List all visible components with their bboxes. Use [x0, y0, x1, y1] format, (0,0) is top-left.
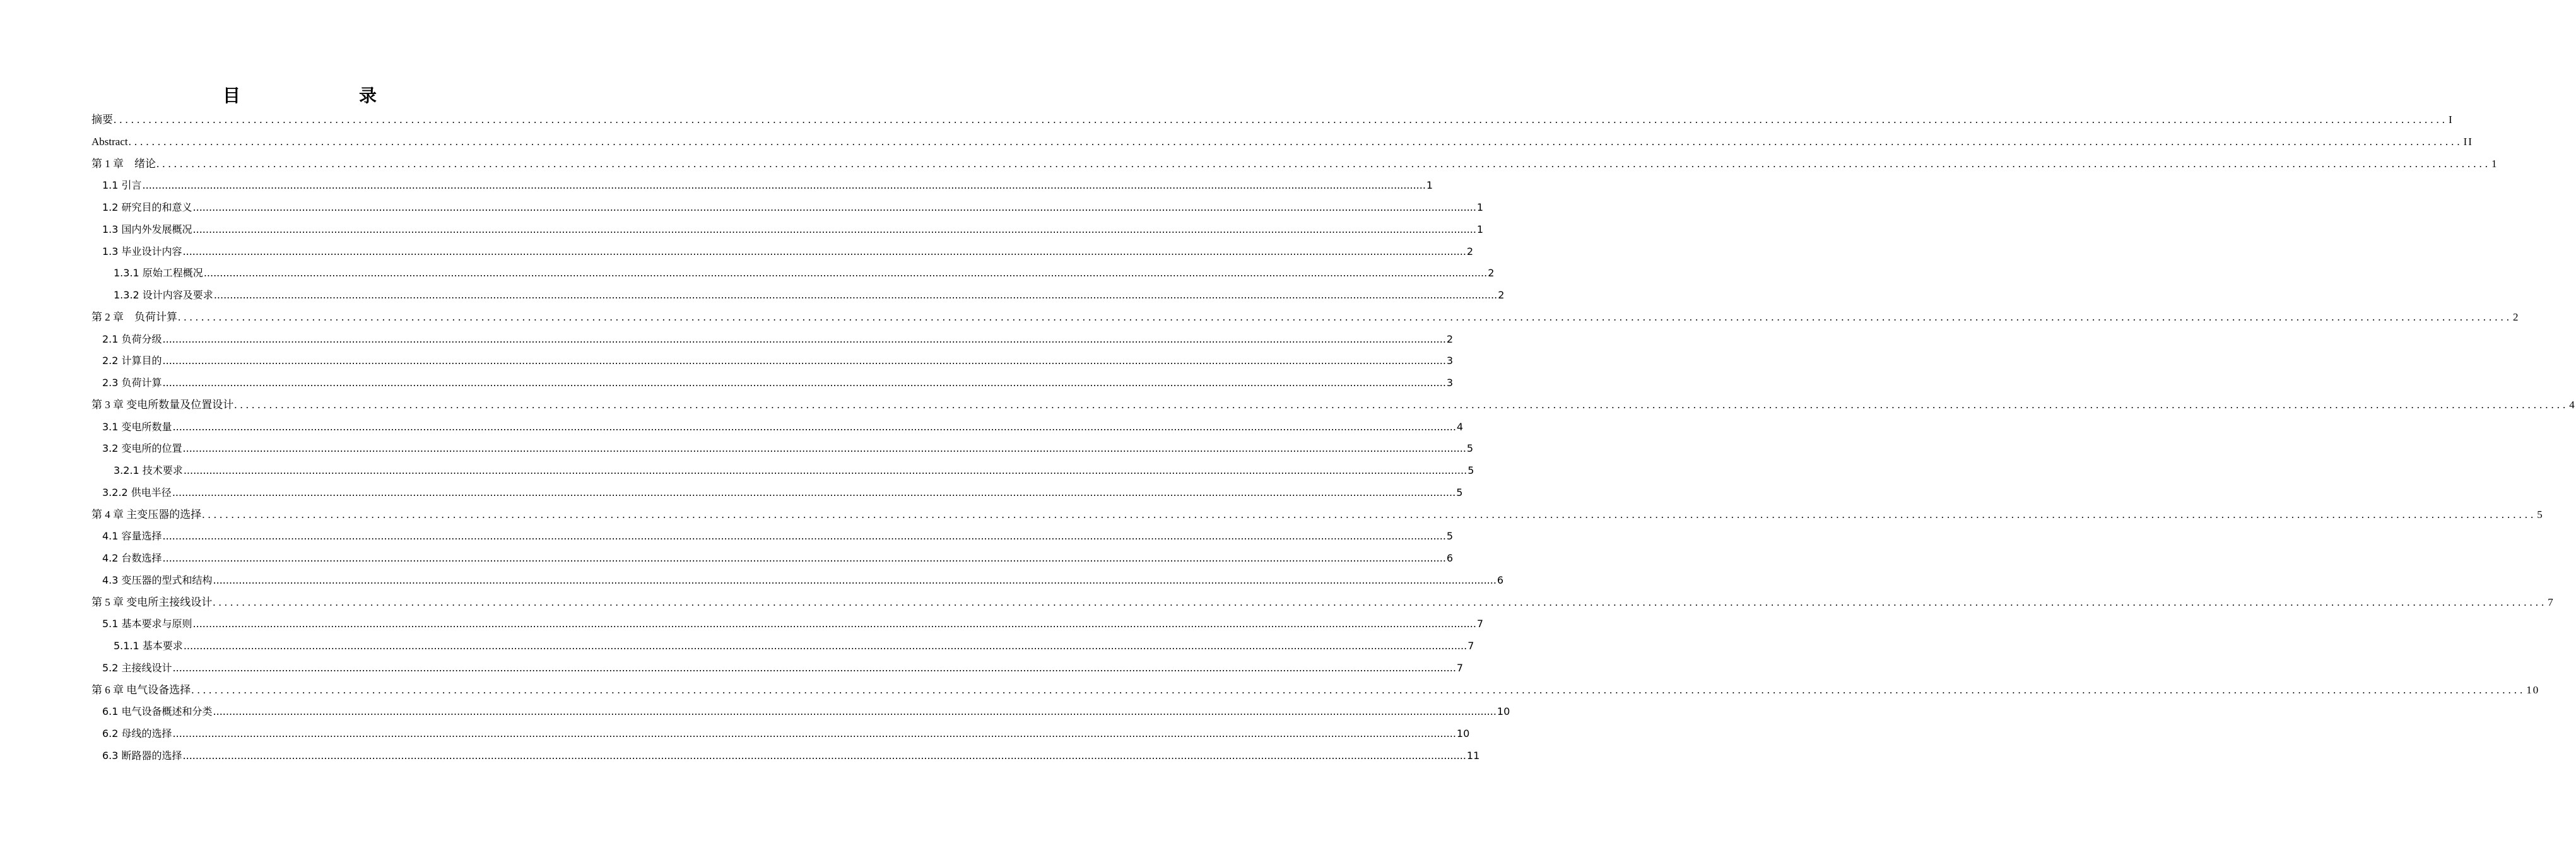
toc-entry-title: 5.2 主接线设计	[102, 661, 172, 674]
toc-entry-title: 1.3 毕业设计内容	[102, 245, 182, 257]
toc-entry-title: 3.2.1 技术要求	[114, 464, 183, 476]
toc-entry-title: 1.1 引言	[102, 179, 142, 192]
toc-leader-dots: ................................................................................................................................................................................................................................................................................................................................................................................................................	[182, 749, 1466, 762]
toc-page-number: 6	[1497, 574, 1504, 586]
toc-entry[interactable]	[91, 460, 1474, 482]
toc-entry[interactable]	[91, 372, 1454, 394]
toc-entry[interactable]	[91, 482, 1463, 504]
toc-entry[interactable]	[91, 680, 2540, 702]
toc-entry-title: 第 2 章 负荷计算	[91, 310, 177, 323]
toc-entry[interactable]	[91, 241, 1474, 263]
toc-entry-title: 1.2 研究目的和意义	[102, 201, 192, 213]
toc-leader-dots: ................................................................................................................................................................................................................................................................................................................................................................................................................	[213, 574, 1497, 586]
toc-title: 目 录	[222, 85, 404, 106]
toc-entry-title: 4.1 容量选择	[102, 530, 162, 543]
toc-page-number: 5	[1467, 464, 1474, 476]
toc-page-number: 5	[1456, 486, 1463, 498]
toc-entry[interactable]	[91, 526, 1454, 548]
toc-entry[interactable]	[91, 262, 1495, 285]
toc-entry-title: 第 5 章 变电所主接线设计	[91, 596, 213, 608]
toc-entry[interactable]	[91, 635, 1474, 657]
toc-entry-title: 1.3.2 设计内容及要求	[114, 289, 213, 301]
toc-page-number: 10	[1497, 705, 1510, 718]
toc-entry[interactable]	[91, 394, 2576, 416]
toc-page-number: 6	[1446, 552, 1454, 564]
toc-entry[interactable]	[91, 175, 1433, 197]
toc-entry[interactable]	[91, 548, 1454, 570]
toc-entry-title: 摘要	[91, 114, 113, 126]
toc-entry[interactable]	[91, 307, 2520, 329]
toc-entry[interactable]	[91, 350, 1454, 372]
toc-entry[interactable]	[91, 504, 2544, 526]
toc-entry-title: 3.2 变电所的位置	[102, 442, 182, 455]
toc-page-number: 7	[1456, 661, 1464, 674]
toc-entry-title: 3.1 变电所数量	[102, 420, 172, 433]
toc-leader-dots: ................................................................................................................................................................................................................................................................................................................................................................................................................	[213, 289, 1498, 301]
toc-page-number: 7	[2548, 596, 2555, 608]
toc-entry[interactable]	[91, 723, 1470, 745]
toc-page-number: 1	[2491, 157, 2498, 170]
toc-entry[interactable]	[91, 329, 1454, 351]
toc-leader-dots: ................................................................................................................................................................................................................................................................................................................................................................................................................	[172, 486, 1456, 498]
toc-entry-title: 第 4 章 主变压器的选择	[91, 508, 202, 521]
toc-entry[interactable]	[91, 701, 1510, 723]
toc-page-number: 2	[1488, 267, 1495, 280]
toc-page-number: 1	[1476, 201, 1484, 213]
toc-entry[interactable]	[91, 592, 2555, 614]
toc-page-number: 2	[1498, 289, 1505, 301]
toc-leader-dots: ................................................................................................................................................................................................................................................................................................................................................................................................................	[162, 355, 1446, 367]
toc-page-number: 5	[2537, 508, 2544, 521]
toc-entry-title: 5.1 基本要求与原则	[102, 618, 192, 630]
toc-page-number: 3	[1446, 355, 1454, 367]
toc-entry-title: 4.3 变压器的型式和结构	[102, 574, 213, 586]
toc-leader-dots: ................................................................................................................................................................................................................................................................................................................................................................................................................	[178, 310, 2512, 323]
toc-page-number: 10	[2526, 683, 2540, 696]
toc-entry-title: 2.2 计算目的	[102, 355, 162, 367]
toc-leader-dots: ................................................................................................................................................................................................................................................................................................................................................................................................................	[213, 705, 1497, 718]
toc-leader-dots: ................................................................................................................................................................................................................................................................................................................................................................................................................	[203, 267, 1488, 280]
toc-leader-dots: ................................................................................................................................................................................................................................................................................................................................................................................................................	[192, 201, 1476, 213]
toc-page-number: 2	[1446, 333, 1454, 345]
toc-leader-dots: ................................................................................................................................................................................................................................................................................................................................................................................................................	[142, 179, 1426, 192]
toc-leader-dots: ................................................................................................................................................................................................................................................................................................................................................................................................................	[192, 223, 1476, 235]
toc-leader-dots: ................................................................................................................................................................................................................................................................................................................................................................................................................	[128, 135, 2463, 148]
toc-entry-title: 2.1 负荷分级	[102, 333, 162, 345]
toc-entry[interactable]	[91, 153, 2498, 175]
toc-entry[interactable]	[91, 197, 1484, 219]
toc-entry[interactable]	[91, 438, 1474, 460]
toc-page-number: 4	[2569, 398, 2576, 411]
toc-leader-dots: ................................................................................................................................................................................................................................................................................................................................................................................................................	[162, 552, 1446, 564]
toc-entry-title: 5.1.1 基本要求	[114, 640, 183, 652]
toc-leader-dots: ................................................................................................................................................................................................................................................................................................................................................................................................................	[156, 157, 2491, 170]
toc-page-number: 7	[1476, 618, 1484, 630]
toc-page-number: 7	[1467, 640, 1474, 652]
toc-leader-dots: ................................................................................................................................................................................................................................................................................................................................................................................................................	[183, 640, 1467, 652]
toc-entry-title: 1.3 国内外发展概况	[102, 223, 192, 235]
toc-entry[interactable]	[91, 613, 1484, 635]
toc-entry-title: 第 3 章 变电所数量及位置设计	[91, 398, 234, 411]
toc-page-number: I	[2449, 114, 2454, 126]
toc-page-number: 11	[1466, 749, 1480, 762]
toc-entry[interactable]	[91, 416, 1464, 439]
toc-entry[interactable]	[91, 570, 1504, 592]
toc-page-number: 1	[1476, 223, 1484, 235]
toc-leader-dots: ................................................................................................................................................................................................................................................................................................................................................................................................................	[182, 442, 1466, 455]
toc-entry[interactable]	[91, 285, 1505, 307]
toc-entry-title: 6.3 断路器的选择	[102, 749, 182, 762]
toc-leader-dots: ................................................................................................................................................................................................................................................................................................................................................................................................................	[172, 661, 1456, 674]
toc-leader-dots: ................................................................................................................................................................................................................................................................................................................................................................................................................	[172, 727, 1456, 739]
toc-entry[interactable]	[91, 657, 1464, 680]
toc-entry[interactable]	[91, 219, 1484, 241]
toc-leader-dots: ................................................................................................................................................................................................................................................................................................................................................................................................................	[202, 508, 2537, 521]
toc-entry-title: Abstract	[91, 135, 128, 148]
toc-entry[interactable]	[91, 745, 1480, 767]
toc-leader-dots: ................................................................................................................................................................................................................................................................................................................................................................................................................	[183, 464, 1467, 476]
toc-page-number: 10	[1456, 727, 1470, 739]
toc-leader-dots: ................................................................................................................................................................................................................................................................................................................................................................................................................	[172, 420, 1456, 433]
toc-entry[interactable]	[91, 131, 2473, 153]
toc-entry-title: 2.3 负荷计算	[102, 377, 162, 389]
toc-leader-dots: ................................................................................................................................................................................................................................................................................................................................................................................................................	[191, 683, 2526, 696]
toc-page-number: 5	[1466, 442, 1474, 455]
toc-page-number: 3	[1446, 377, 1454, 389]
toc-entry-title: 6.1 电气设备概述和分类	[102, 705, 213, 718]
table-of-contents	[91, 109, 2576, 767]
toc-leader-dots: ................................................................................................................................................................................................................................................................................................................................................................................................................	[114, 114, 2448, 126]
toc-page-number: 2	[1466, 245, 1474, 257]
toc-entry-title: 3.2.2 供电半径	[102, 486, 172, 498]
toc-page-number: 5	[1446, 530, 1454, 543]
toc-leader-dots: ................................................................................................................................................................................................................................................................................................................................................................................................................	[234, 398, 2569, 411]
toc-entry-title: 6.2 母线的选择	[102, 727, 172, 739]
toc-page-number: 1	[1426, 179, 1433, 192]
toc-leader-dots: ................................................................................................................................................................................................................................................................................................................................................................................................................	[192, 618, 1476, 630]
toc-page-number: 4	[1456, 420, 1464, 433]
toc-entry-title: 第 1 章 绪论	[91, 157, 156, 170]
toc-leader-dots: ................................................................................................................................................................................................................................................................................................................................................................................................................	[162, 377, 1446, 389]
toc-leader-dots: ................................................................................................................................................................................................................................................................................................................................................................................................................	[162, 530, 1446, 543]
toc-page-number: 2	[2513, 310, 2520, 323]
toc-entry-title: 第 6 章 电气设备选择	[91, 683, 191, 696]
toc-entry-title: 4.2 台数选择	[102, 552, 162, 564]
toc-leader-dots: ................................................................................................................................................................................................................................................................................................................................................................................................................	[182, 245, 1466, 257]
toc-leader-dots: ................................................................................................................................................................................................................................................................................................................................................................................................................	[213, 596, 2548, 608]
toc-page-number: II	[2463, 135, 2473, 148]
toc-leader-dots: ................................................................................................................................................................................................................................................................................................................................................................................................................	[162, 333, 1446, 345]
toc-entry[interactable]	[91, 109, 2454, 131]
toc-entry-title: 1.3.1 原始工程概况	[114, 267, 203, 280]
